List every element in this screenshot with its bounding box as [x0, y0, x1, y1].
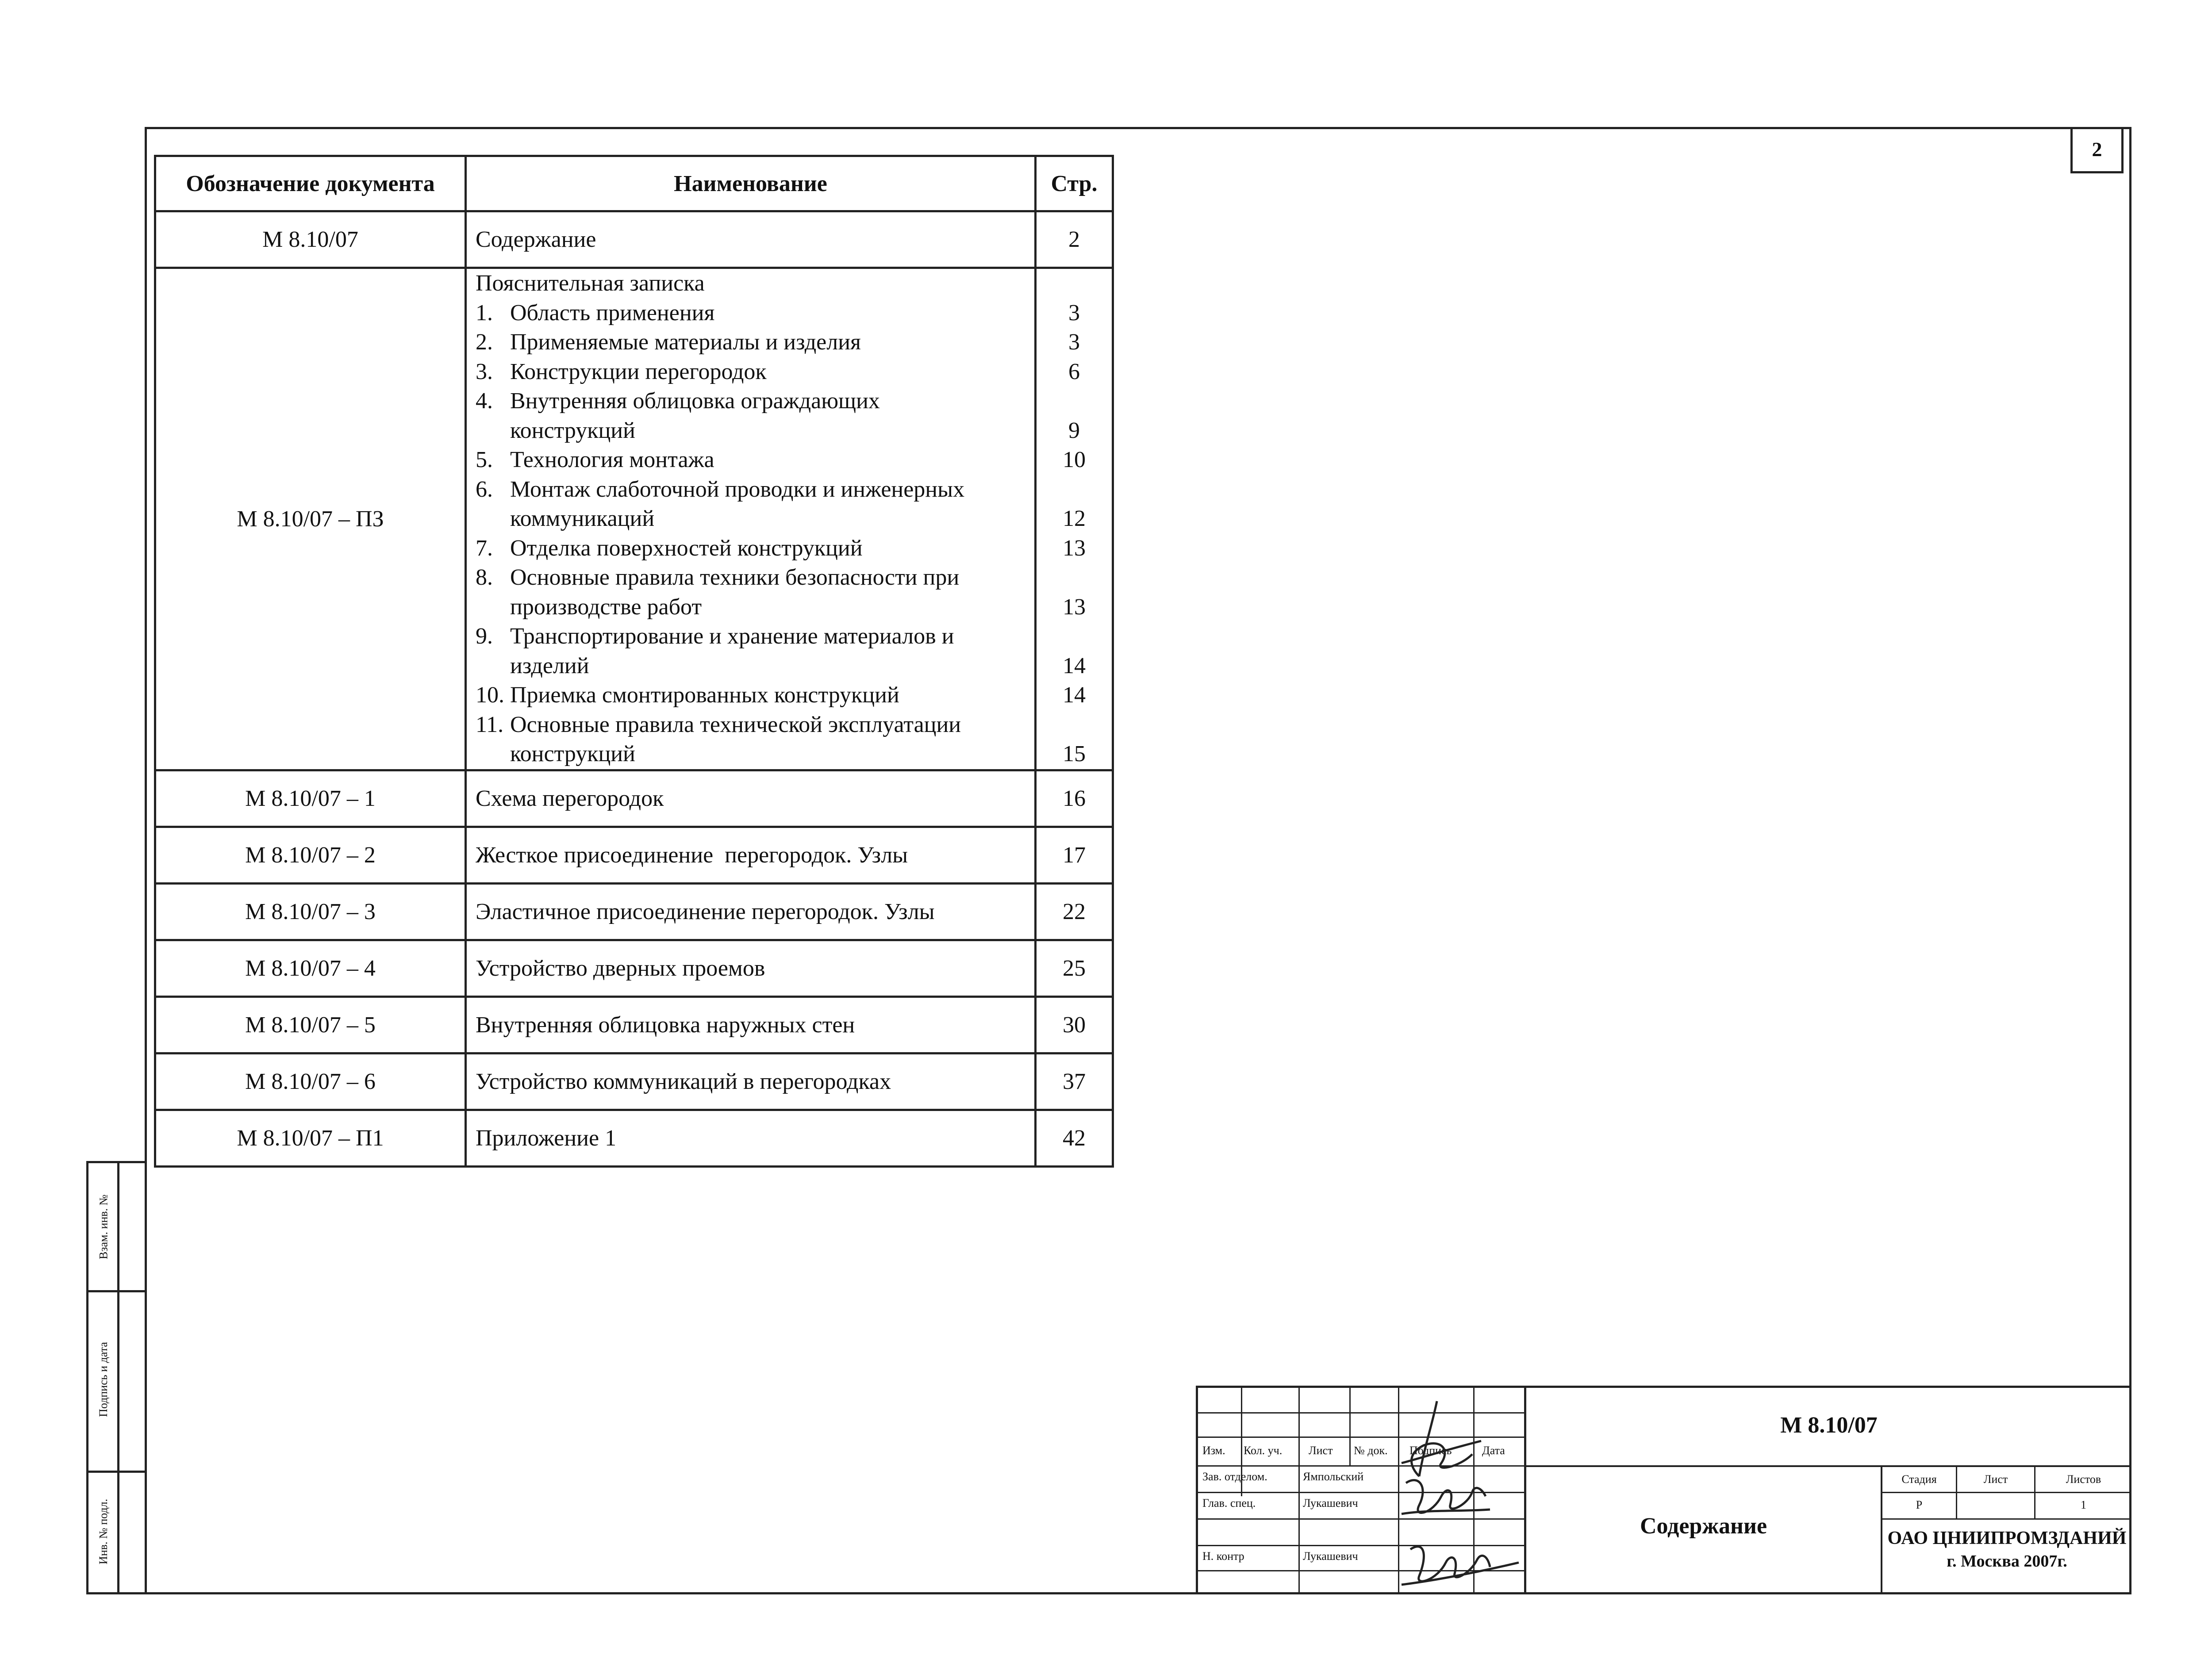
sheet-number-box [2070, 127, 2124, 173]
pz-page: 14 [1063, 653, 1086, 678]
tb-line [1524, 1465, 2131, 1467]
pz-item-num: 3. [476, 359, 493, 384]
pz-item-cont: коммуникаций [510, 506, 655, 531]
tb-line [1298, 1388, 1300, 1594]
signature-3 [1393, 1536, 1521, 1594]
side-row-podpis [88, 1290, 145, 1473]
row-page: 2 [1036, 211, 1113, 268]
pz-item [476, 710, 1025, 740]
tb-data: Дата [1482, 1444, 1505, 1457]
pz-item-cont: конструкций [510, 741, 635, 766]
row-name: Приложение 1 [466, 1110, 1036, 1166]
pz-item [476, 299, 1025, 328]
pz-page: 10 [1063, 447, 1086, 472]
row-page: 17 [1036, 827, 1113, 883]
tb-line [1349, 1388, 1351, 1467]
pz-item-text: Технология монтажа [510, 447, 714, 472]
pz-item-text: Основные правила технической эксплуатации [510, 712, 961, 737]
tb-doc-code: М 8.10/07 [1780, 1413, 1878, 1438]
tb-stage: Р [1916, 1498, 1923, 1511]
pz-item-text: Конструкции перегородок [510, 359, 767, 384]
tb-sheet-header: Лист [1983, 1473, 2008, 1486]
tb-role: Н. контр [1202, 1550, 1244, 1563]
tb-city: г. Москва 2007г. [1947, 1552, 2067, 1571]
table-row [155, 996, 1113, 1053]
row-page: 42 [1036, 1110, 1113, 1166]
pz-item-num: 4. [476, 388, 493, 414]
pz-item-num: 8. [476, 565, 493, 590]
row-designation: М 8.10/07 – ПЗ [155, 268, 466, 770]
header-designation: Обозначение документа [155, 156, 466, 211]
row-name: Внутренняя облицовка наружных стен [466, 996, 1036, 1053]
pz-item-num: 6. [476, 476, 493, 502]
row-page: 22 [1036, 883, 1113, 940]
tb-sheets-header: Листов [2066, 1473, 2101, 1486]
tb-person: Лукашевич [1303, 1497, 1358, 1509]
pz-item-num: 9. [476, 624, 493, 649]
row-page: 16 [1036, 770, 1113, 827]
pz-page: 12 [1063, 506, 1086, 531]
pz-item [476, 534, 1025, 563]
pz-item [476, 622, 1025, 651]
tb-person: Лукашевич [1303, 1550, 1358, 1563]
pz-item-num: 2. [476, 329, 493, 355]
pz-item [476, 328, 1025, 357]
table-row [155, 211, 1113, 268]
pz-item-text: Приемка смонтированных конструкций [510, 682, 899, 708]
tb-role: Зав. отделом. [1202, 1470, 1267, 1483]
pz-page: 14 [1063, 682, 1086, 708]
tb-line [1881, 1518, 2131, 1520]
inv-podl-label: Инв. № подл. [97, 1498, 110, 1564]
tb-podpis: Подпись [1409, 1444, 1452, 1457]
row-name: Эластичное присоединение перегородок. Узлы [466, 883, 1036, 940]
pz-item-cont: изделий [510, 653, 589, 678]
table-row [155, 770, 1113, 827]
pz-heading: Пояснительная записка [476, 271, 705, 296]
pz-pages [1036, 268, 1113, 770]
pz-items [466, 268, 1036, 770]
table-row-pz [155, 268, 1113, 770]
tb-izm: Изм. [1202, 1444, 1225, 1457]
side-row-vzam [88, 1163, 145, 1292]
pz-item-cont: производстве работ [510, 594, 702, 620]
pz-item-num: 1. [476, 300, 493, 326]
row-page: 30 [1036, 996, 1113, 1053]
table-row [155, 1110, 1113, 1166]
pz-page: 6 [1068, 359, 1080, 384]
row-name: Устройство коммуникаций в перегородках [466, 1053, 1036, 1110]
pz-item-text: Отделка поверхностей конструкций [510, 535, 863, 561]
header-name: Наименование [466, 156, 1036, 211]
side-row-inv [88, 1471, 145, 1592]
row-name: Содержание [466, 211, 1036, 268]
row-page: 25 [1036, 940, 1113, 996]
row-name: Жесткое присоединение перегородок. Узлы [466, 827, 1036, 883]
row-name: Схема перегородок [466, 770, 1036, 827]
pz-page: 13 [1063, 535, 1086, 561]
pz-item [476, 357, 1025, 387]
title-block [1196, 1386, 2131, 1594]
vzam-inv-label: Взам. инв. № [97, 1194, 110, 1259]
table-row [155, 883, 1113, 940]
contents-table [154, 155, 1114, 1168]
side-stamp [86, 1161, 147, 1594]
pz-item-text: Основные правила техники безопасности при [510, 565, 960, 590]
pz-page: 15 [1063, 741, 1086, 766]
pz-item [476, 387, 1025, 416]
tb-sheets: 1 [2081, 1498, 2086, 1511]
pz-item [476, 681, 1025, 710]
row-designation: М 8.10/07 – 6 [155, 1053, 466, 1110]
tb-line [1881, 1492, 2131, 1493]
tb-org: ОАО ЦНИИПРОМЗДАНИЙ [1887, 1528, 2127, 1548]
pz-page: 13 [1063, 594, 1086, 620]
pz-item-text: Транспортирование и хранение материалов и [510, 624, 954, 649]
tb-list: Лист [1309, 1444, 1333, 1457]
tb-role: Глав. спец. [1202, 1497, 1256, 1509]
pz-page: 3 [1068, 329, 1080, 355]
row-designation: М 8.10/07 [155, 211, 466, 268]
pz-item-text: Область применения [510, 300, 715, 326]
pz-item [476, 475, 1025, 505]
row-designation: М 8.10/07 – 3 [155, 883, 466, 940]
pz-item [476, 445, 1025, 475]
tb-person: Ямпольский [1303, 1470, 1364, 1483]
table-row [155, 827, 1113, 883]
pz-page: 9 [1068, 418, 1080, 443]
pz-item [476, 563, 1025, 593]
tb-stage-header: Стадия [1901, 1473, 1937, 1486]
tb-title: Содержание [1640, 1513, 1767, 1539]
pz-item-text: Монтаж слаботочной проводки и инженерных [510, 476, 965, 502]
pz-item-text: Применяемые материалы и изделия [510, 329, 861, 355]
pz-item-num: 5. [476, 447, 493, 472]
table-row [155, 1053, 1113, 1110]
table-header-row [155, 156, 1113, 211]
tb-no-dok: № док. [1354, 1444, 1388, 1457]
header-page: Стр. [1036, 156, 1113, 211]
row-designation: М 8.10/07 – 5 [155, 996, 466, 1053]
row-designation: М 8.10/07 – П1 [155, 1110, 466, 1166]
podpis-data-label: Подпись и дата [97, 1341, 110, 1417]
pz-item-num: 7. [476, 535, 493, 561]
row-designation: М 8.10/07 – 2 [155, 827, 466, 883]
row-page: 37 [1036, 1053, 1113, 1110]
pz-item-text: Внутренняя облицовка ограждающих [510, 388, 880, 414]
pz-page: 3 [1068, 300, 1080, 326]
row-designation: М 8.10/07 – 4 [155, 940, 466, 996]
tb-kol-uch: Кол. уч. [1244, 1444, 1283, 1457]
pz-item-num: 11. [476, 712, 504, 737]
sheet-number: 2 [2092, 138, 2102, 161]
pz-item-num: 10. [476, 682, 504, 708]
row-name: Устройство дверных проемов [466, 940, 1036, 996]
row-designation: М 8.10/07 – 1 [155, 770, 466, 827]
table-row [155, 940, 1113, 996]
pz-item-cont: конструкций [510, 418, 635, 443]
signature-2 [1393, 1470, 1494, 1527]
